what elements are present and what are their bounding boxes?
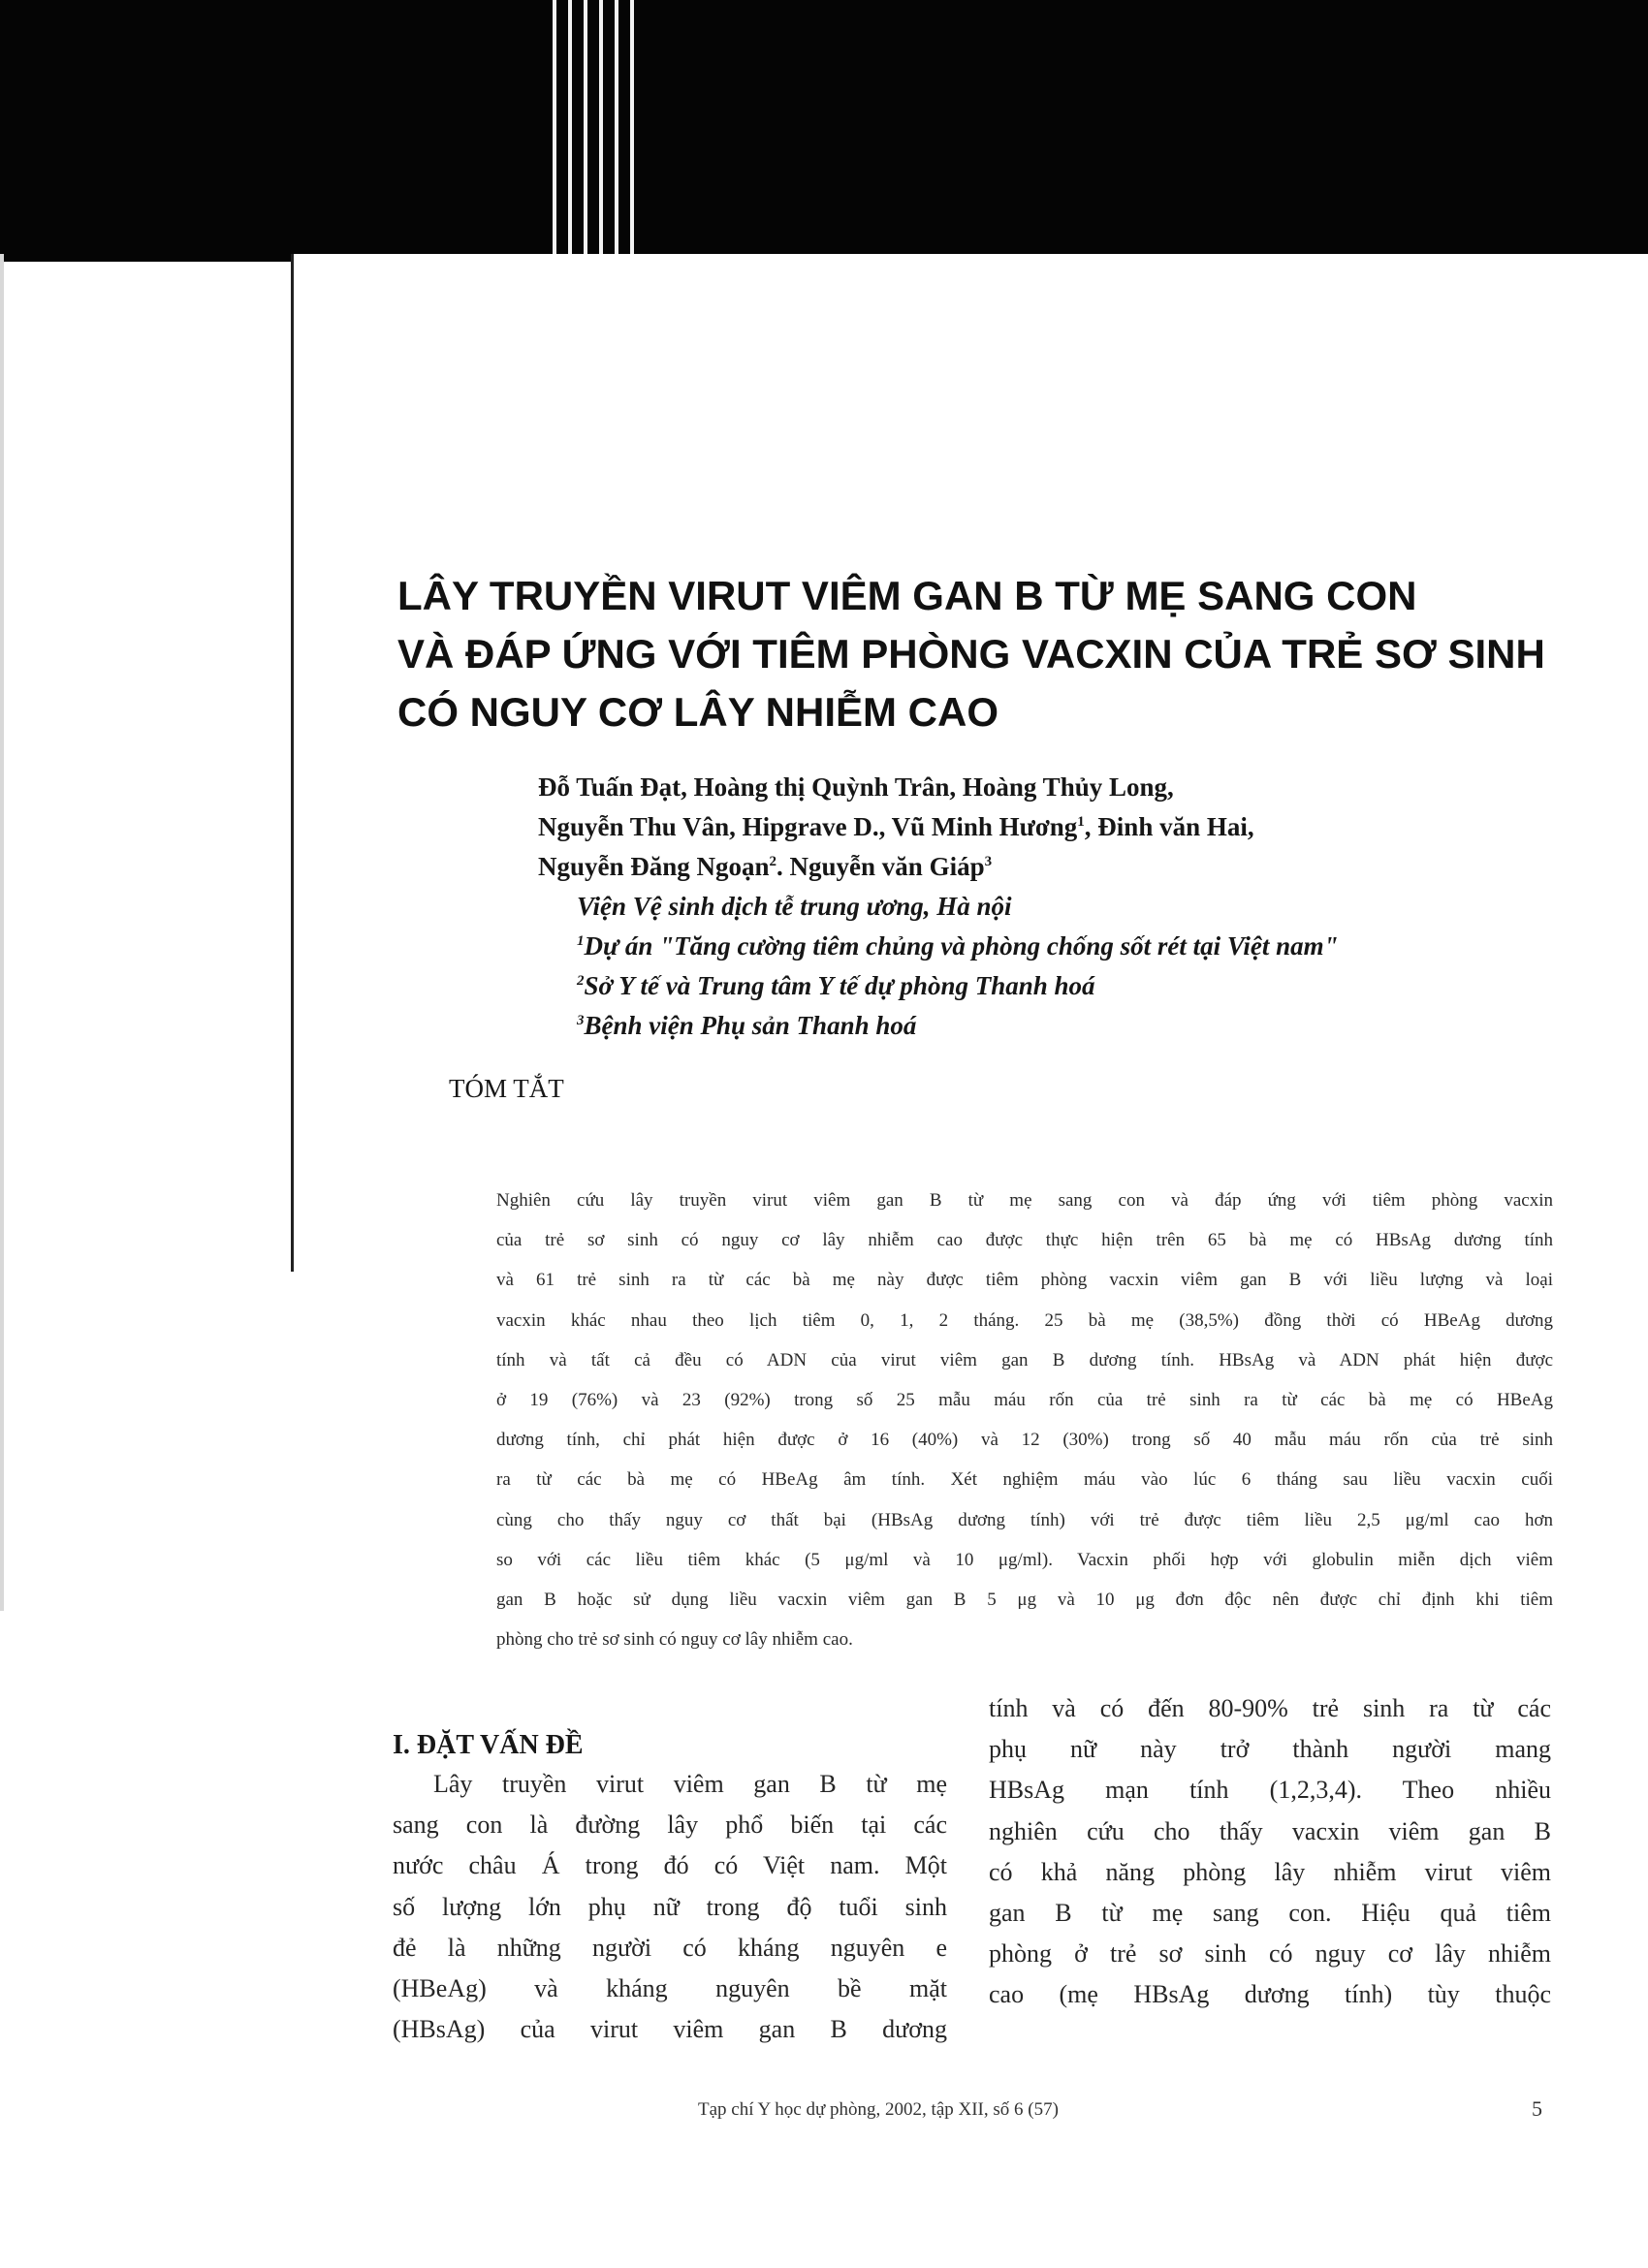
author-line-3 bbox=[538, 847, 1604, 887]
body-line: gan B từ mẹ sang con. Hiệu quả tiêm bbox=[989, 1899, 1551, 1928]
abstract-line: của trẻ sơ sinh có nguy cơ lây nhiễm cao được thực hiện trên 65 bà mẹ có HBsAg dương tính bbox=[496, 1230, 1553, 1251]
author-line-1: Đỗ Tuấn Đạt, Hoàng thị Quỳnh Trân, Hoàng Thủy Long, bbox=[538, 772, 1174, 802]
author-names: Nguyễn Đăng Ngoạn bbox=[538, 852, 770, 881]
abstract-line: phòng cho trẻ sơ sinh có nguy cơ lây nhiễm cao. bbox=[496, 1629, 853, 1651]
affiliation-0 bbox=[538, 887, 1604, 927]
body-line: có khả năng phòng lây nhiễm virut viêm bbox=[989, 1857, 1551, 1886]
page-number: 5 bbox=[1532, 2096, 1542, 2121]
body-line: nước châu Á trong đó có Việt nam. Một bbox=[393, 1851, 947, 1880]
affiliation-superscript: 1 bbox=[577, 933, 585, 949]
title-line-2: VÀ ĐÁP ỨNG VỚI TIÊM PHÒNG VACXIN CỦA TRẺ SƠ SINH bbox=[397, 631, 1545, 677]
abstract-line: tính và tất cả đều có ADN của virut viêm gan B dương tính. HBsAg và ADN phát hiện được bbox=[496, 1349, 1553, 1370]
body-line: phòng ở trẻ sơ sinh có nguy cơ lây nhiễm bbox=[989, 1939, 1551, 1969]
body-line: số lượng lớn phụ nữ trong độ tuổi sinh bbox=[393, 1892, 947, 1921]
author-names: , Đinh văn Hai, bbox=[1084, 812, 1254, 841]
author-superscript: 2 bbox=[769, 854, 777, 869]
author-names: . Nguyễn văn Giáp bbox=[776, 852, 985, 881]
affiliation-text: Dự án "Tăng cường tiêm chủng và phòng chống sốt rét tại Việt nam" bbox=[584, 931, 1339, 961]
affiliation-text: Viện Vệ sinh dịch tễ trung ương, Hà nội bbox=[577, 892, 1012, 921]
abstract-line: vacxin khác nhau theo lịch tiêm 0, 1, 2 tháng. 25 bà mẹ (38,5%) đồng thời có HBeAg dương bbox=[496, 1309, 1553, 1331]
body-line: cao (mẹ HBsAg dương tính) tùy thuộc bbox=[989, 1980, 1551, 2009]
abstract-line: so với các liều tiêm khác (5 μg/ml và 10 μg/ml). Vacxin phối hợp với globulin miễn dịch viêm bbox=[496, 1549, 1553, 1570]
body-line: sang con là đường lây phổ biến tại các bbox=[393, 1811, 947, 1840]
scan-top-border bbox=[0, 0, 1648, 254]
abstract-heading: TÓM TẮT bbox=[449, 1074, 564, 1103]
abstract-line: dương tính, chỉ phát hiện được ở 16 (40%) và 12 (30%) trong số 40 mẫu máu rốn của trẻ sinh bbox=[496, 1430, 1553, 1451]
affiliation-2 bbox=[538, 966, 1604, 1006]
article-title bbox=[397, 567, 1561, 741]
affiliation-superscript: 3 bbox=[577, 1013, 585, 1028]
abstract-body bbox=[496, 1181, 1553, 1659]
journal-footer: Tạp chí Y học dự phòng, 2002, tập XII, số 6 (57) bbox=[698, 2099, 1059, 2120]
title-line-3: CÓ NGUY CƠ LÂY NHIỄM CAO bbox=[397, 689, 998, 735]
affiliation-text: Sở Y tế và Trung tâm Y tế dự phòng Thanh hoá bbox=[584, 971, 1095, 1000]
body-line: (HBsAg) của virut viêm gan B dương bbox=[393, 2015, 947, 2044]
scan-left-edge bbox=[0, 254, 4, 1611]
author-names: Nguyễn Thu Vân, Hipgrave D., Vũ Minh Hương bbox=[538, 812, 1078, 841]
author-superscript: 1 bbox=[1077, 814, 1085, 830]
affiliation-3 bbox=[538, 1006, 1604, 1046]
body-line: nghiên cứu cho thấy vacxin viêm gan B bbox=[989, 1816, 1551, 1845]
affiliation-text: Bệnh viện Phụ sản Thanh hoá bbox=[584, 1011, 917, 1040]
abstract-line: cùng cho thấy nguy cơ thất bại (HBsAg dương tính) với trẻ được tiêm liều 2,5 μg/ml cao hơn bbox=[496, 1509, 1553, 1530]
body-line: HBsAg mạn tính (1,2,3,4). Theo nhiều bbox=[989, 1776, 1551, 1805]
body-line: phụ nữ này trở thành người mang bbox=[989, 1735, 1551, 1764]
body-line: đẻ là những người có kháng nguyên e bbox=[393, 1933, 947, 1962]
scan-binding-stripes bbox=[541, 0, 638, 254]
abstract-line: Nghiên cứu lây truyền virut viêm gan B từ mẹ sang con và đáp ứng với tiêm phòng vacxin bbox=[496, 1190, 1553, 1211]
abstract-line: ra từ các bà mẹ có HBeAg âm tính. Xét nghiệm máu vào lúc 6 tháng sau liều vacxin cuối bbox=[496, 1469, 1553, 1491]
abstract-line: và 61 trẻ sinh ra từ các bà mẹ này được tiêm phòng vacxin viêm gan B với liều lượng và loại bbox=[496, 1270, 1553, 1291]
scan-top-border-notch bbox=[0, 254, 291, 262]
author-block bbox=[538, 768, 1604, 1046]
abstract-line: gan B hoặc sử dụng liều vacxin viêm gan B 5 μg và 10 μg đơn độc nên được chỉ định khi tiêm bbox=[496, 1590, 1553, 1611]
body-line: tính và có đến 80-90% trẻ sinh ra từ các bbox=[989, 1694, 1551, 1722]
affiliation-superscript: 2 bbox=[577, 973, 585, 989]
abstract-line: ở 19 (76%) và 23 (92%) trong số 25 mẫu máu rốn của trẻ sinh ra từ các bà mẹ có HBeAg bbox=[496, 1390, 1553, 1411]
affiliation-1 bbox=[538, 927, 1604, 966]
body-column-left bbox=[393, 1727, 947, 2050]
body-column-right bbox=[989, 1688, 1551, 2016]
scan-margin-line bbox=[291, 254, 294, 1272]
body-line: Lây truyền virut viêm gan B từ mẹ bbox=[433, 1770, 947, 1798]
title-line-1: LÂY TRUYỀN VIRUT VIÊM GAN B TỪ MẸ SANG CON bbox=[397, 573, 1417, 618]
author-superscript: 3 bbox=[984, 854, 993, 869]
body-line: (HBeAg) và kháng nguyên bề mặt bbox=[393, 1974, 947, 2003]
author-line-2 bbox=[538, 807, 1604, 847]
section-heading: I. ĐẶT VẤN ĐỀ bbox=[393, 1730, 584, 1760]
